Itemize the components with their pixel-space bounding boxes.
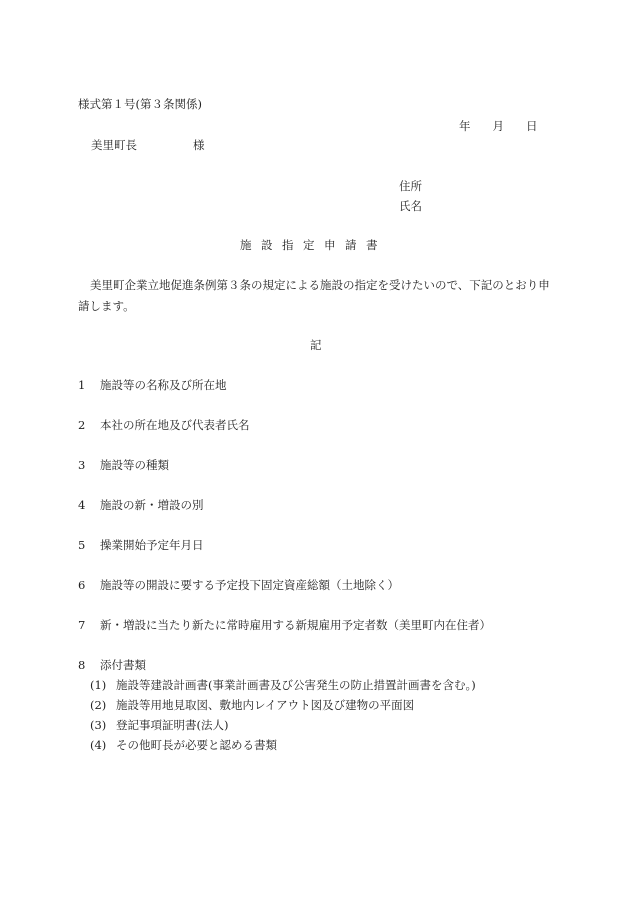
item-number: 6 — [78, 578, 86, 592]
form-number: 様式第１号(第３条関係) — [78, 97, 202, 111]
item-text: 施設の新・増設の別 — [100, 498, 204, 512]
document-title: 施設指定申請書 — [240, 238, 387, 252]
date-day-label: 日 — [526, 119, 538, 133]
item-text: 施設等の種類 — [100, 458, 169, 472]
addressee: 美里町長 — [91, 138, 137, 152]
body-paragraph: 美里町企業立地促進条例第３条の規定による施設の指定を受けたいので、下記のとおり申請します。 — [78, 278, 550, 313]
item-text: 添付書類 — [100, 658, 146, 672]
item-number: 4 — [78, 498, 86, 512]
date-line — [459, 118, 538, 134]
name-label: 氏名 — [399, 199, 422, 213]
attachment-text: 施設等建設計画書(事業計画書及び公害発生の防止措置計画書を含む。) — [116, 678, 476, 692]
attachment-number: (3) — [90, 718, 107, 732]
list-item — [78, 417, 250, 433]
date-year-label: 年 — [459, 119, 471, 133]
list-item — [78, 577, 399, 593]
list-item — [78, 377, 227, 393]
attachment-number: (2) — [90, 698, 107, 712]
item-number: 2 — [78, 418, 86, 432]
item-number: 8 — [78, 658, 86, 672]
list-item — [78, 497, 204, 513]
attachment-text: 登記事項証明書(法人) — [116, 718, 229, 732]
attachment-item — [90, 737, 277, 753]
list-item — [78, 617, 491, 633]
address-label: 住所 — [399, 179, 422, 193]
list-item — [78, 457, 169, 473]
item-number: 5 — [78, 538, 86, 552]
attachment-number: (1) — [90, 678, 107, 692]
attachment-item — [90, 677, 476, 693]
list-item — [78, 657, 146, 673]
item-text: 新・増設に当たり新たに常時雇用する新規雇用予定者数（美里町内在住者） — [100, 618, 491, 632]
attachment-text: 施設等用地見取図、敷地内レイアウト図及び建物の平面図 — [116, 698, 415, 712]
item-text: 本社の所在地及び代表者氏名 — [100, 418, 250, 432]
honorific: 様 — [193, 138, 205, 152]
list-item — [78, 537, 204, 553]
attachment-text: その他町長が必要と認める書類 — [116, 738, 277, 752]
attachment-item — [90, 697, 414, 713]
date-month-label: 月 — [492, 119, 504, 133]
item-number: 3 — [78, 458, 86, 472]
ki-heading: 記 — [310, 338, 322, 352]
item-number: 7 — [78, 618, 86, 632]
attachment-item — [90, 717, 228, 733]
addressee-line — [91, 137, 205, 153]
item-text: 施設等の開設に要する予定投下固定資産総額（土地除く） — [100, 578, 399, 592]
attachment-number: (4) — [90, 738, 107, 752]
item-text: 操業開始予定年月日 — [100, 538, 204, 552]
item-number: 1 — [78, 378, 86, 392]
item-text: 施設等の名称及び所在地 — [100, 378, 227, 392]
